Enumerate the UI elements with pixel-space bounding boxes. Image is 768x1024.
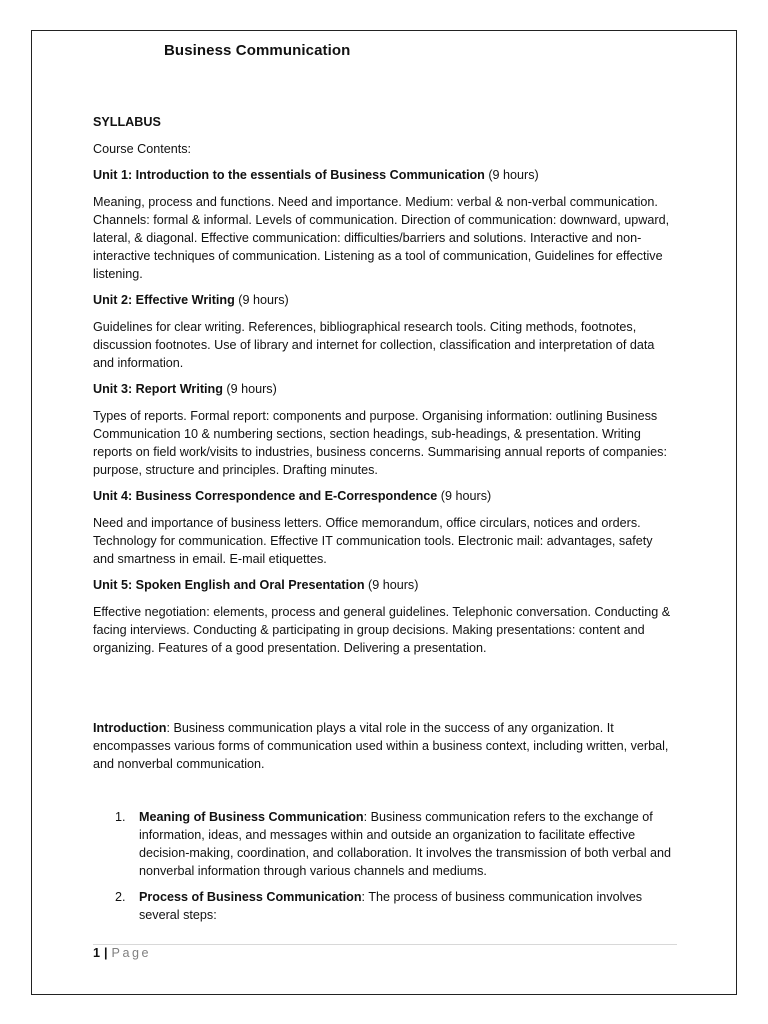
unit-2-title: Unit 2: Effective Writing xyxy=(93,293,235,307)
unit-1-hours: (9 hours) xyxy=(484,168,539,182)
unit-3-heading xyxy=(93,380,675,398)
unit-4-body: Need and importance of business letters. Office memorandum, office circulars, notices and orders. Technology for communication. Effective IT communication tools. Electronic mail: advantages, safety and smartness in email. E-mail etiquettes. xyxy=(93,516,653,566)
document-body xyxy=(93,113,675,932)
introduction-text: : Business communication plays a vital role in the success of any organization. It encompasses various forms of communication used within a business context, including written, verbal, and nonverbal communication. xyxy=(93,721,669,771)
unit-2-body: Guidelines for clear writing. References, bibliographical research tools. Citing methods, footnotes, discussion footnotes. Use of library and internet for collection, classification and interpretation of data and information. xyxy=(93,320,655,370)
section-spacer xyxy=(93,665,675,719)
document-title: Business Communication xyxy=(164,42,351,59)
list-item xyxy=(93,808,675,880)
page-label: Page xyxy=(111,946,151,960)
list-item xyxy=(93,888,675,924)
unit-1-heading xyxy=(93,166,675,184)
page-number: 1 xyxy=(93,946,101,960)
unit-3-title: Unit 3: Report Writing xyxy=(93,382,223,396)
list-item-text: : The process of business communication involves several steps: xyxy=(139,890,643,922)
list-item-number: 1. xyxy=(115,810,126,824)
course-contents-label: Course Contents: xyxy=(93,142,192,156)
footer-separator: | xyxy=(104,946,108,960)
unit-1-title: Unit 1: Introduction to the essentials of Business Communication xyxy=(93,168,485,182)
unit-5-heading xyxy=(93,576,675,594)
unit-5-hours: (9 hours) xyxy=(364,578,419,592)
list-item-number: 2. xyxy=(115,890,126,904)
list-item-label: Process of Business Communication xyxy=(139,890,362,904)
list-item-label: Meaning of Business Communication xyxy=(139,810,364,824)
unit-5-title: Unit 5: Spoken English and Oral Presentation xyxy=(93,578,365,592)
unit-3-body: Types of reports. Formal report: components and purpose. Organising information: outlining Business Communication 10 & numbering sections, section headings, sub-headings, & presentation. Writing reports on field work/visits to industries, business concerns. Summarising annual reports of companies: purpose, structure and principles. Drafting minutes. xyxy=(93,409,667,477)
unit-4-hours: (9 hours) xyxy=(437,489,492,503)
unit-3-hours: (9 hours) xyxy=(222,382,277,396)
introduction-label: Introduction xyxy=(93,721,167,735)
unit-2-hours: (9 hours) xyxy=(234,293,289,307)
introduction-paragraph xyxy=(93,719,675,773)
unit-1-body: Meaning, process and functions. Need and importance. Medium: verbal & non-verbal communication. Channels: formal & informal. Levels of communication. Direction of communication: downward, upward, lateral, & diagonal. Effective communication: difficulties/barriers and solutions. Interactive and non-interactive techniques of communication. Listening as a tool of communication, Guidelines for effective listening. xyxy=(93,195,670,281)
list-item-text: : Business communication refers to the exchange of information, ideas, and messages within and outside an organization to facilitate effective decision-making, coordination, and collaboration. It involves the transmission of both verbal and nonverbal information through various channels and mediums. xyxy=(139,810,672,878)
syllabus-heading: SYLLABUS xyxy=(93,115,161,129)
page-footer xyxy=(93,946,151,960)
unit-5-body: Effective negotiation: elements, process and general guidelines. Telephonic conversation. Conducting & facing interviews. Conducting & participating in group decisions. Making presentations: content and organizing. Features of a good presentation. Delivering a presentation. xyxy=(93,605,671,655)
unit-4-title: Unit 4: Business Correspondence and E-Correspondence xyxy=(93,489,438,503)
numbered-list xyxy=(93,808,675,924)
unit-4-heading xyxy=(93,487,675,505)
footer-divider xyxy=(93,944,677,945)
unit-2-heading xyxy=(93,291,675,309)
